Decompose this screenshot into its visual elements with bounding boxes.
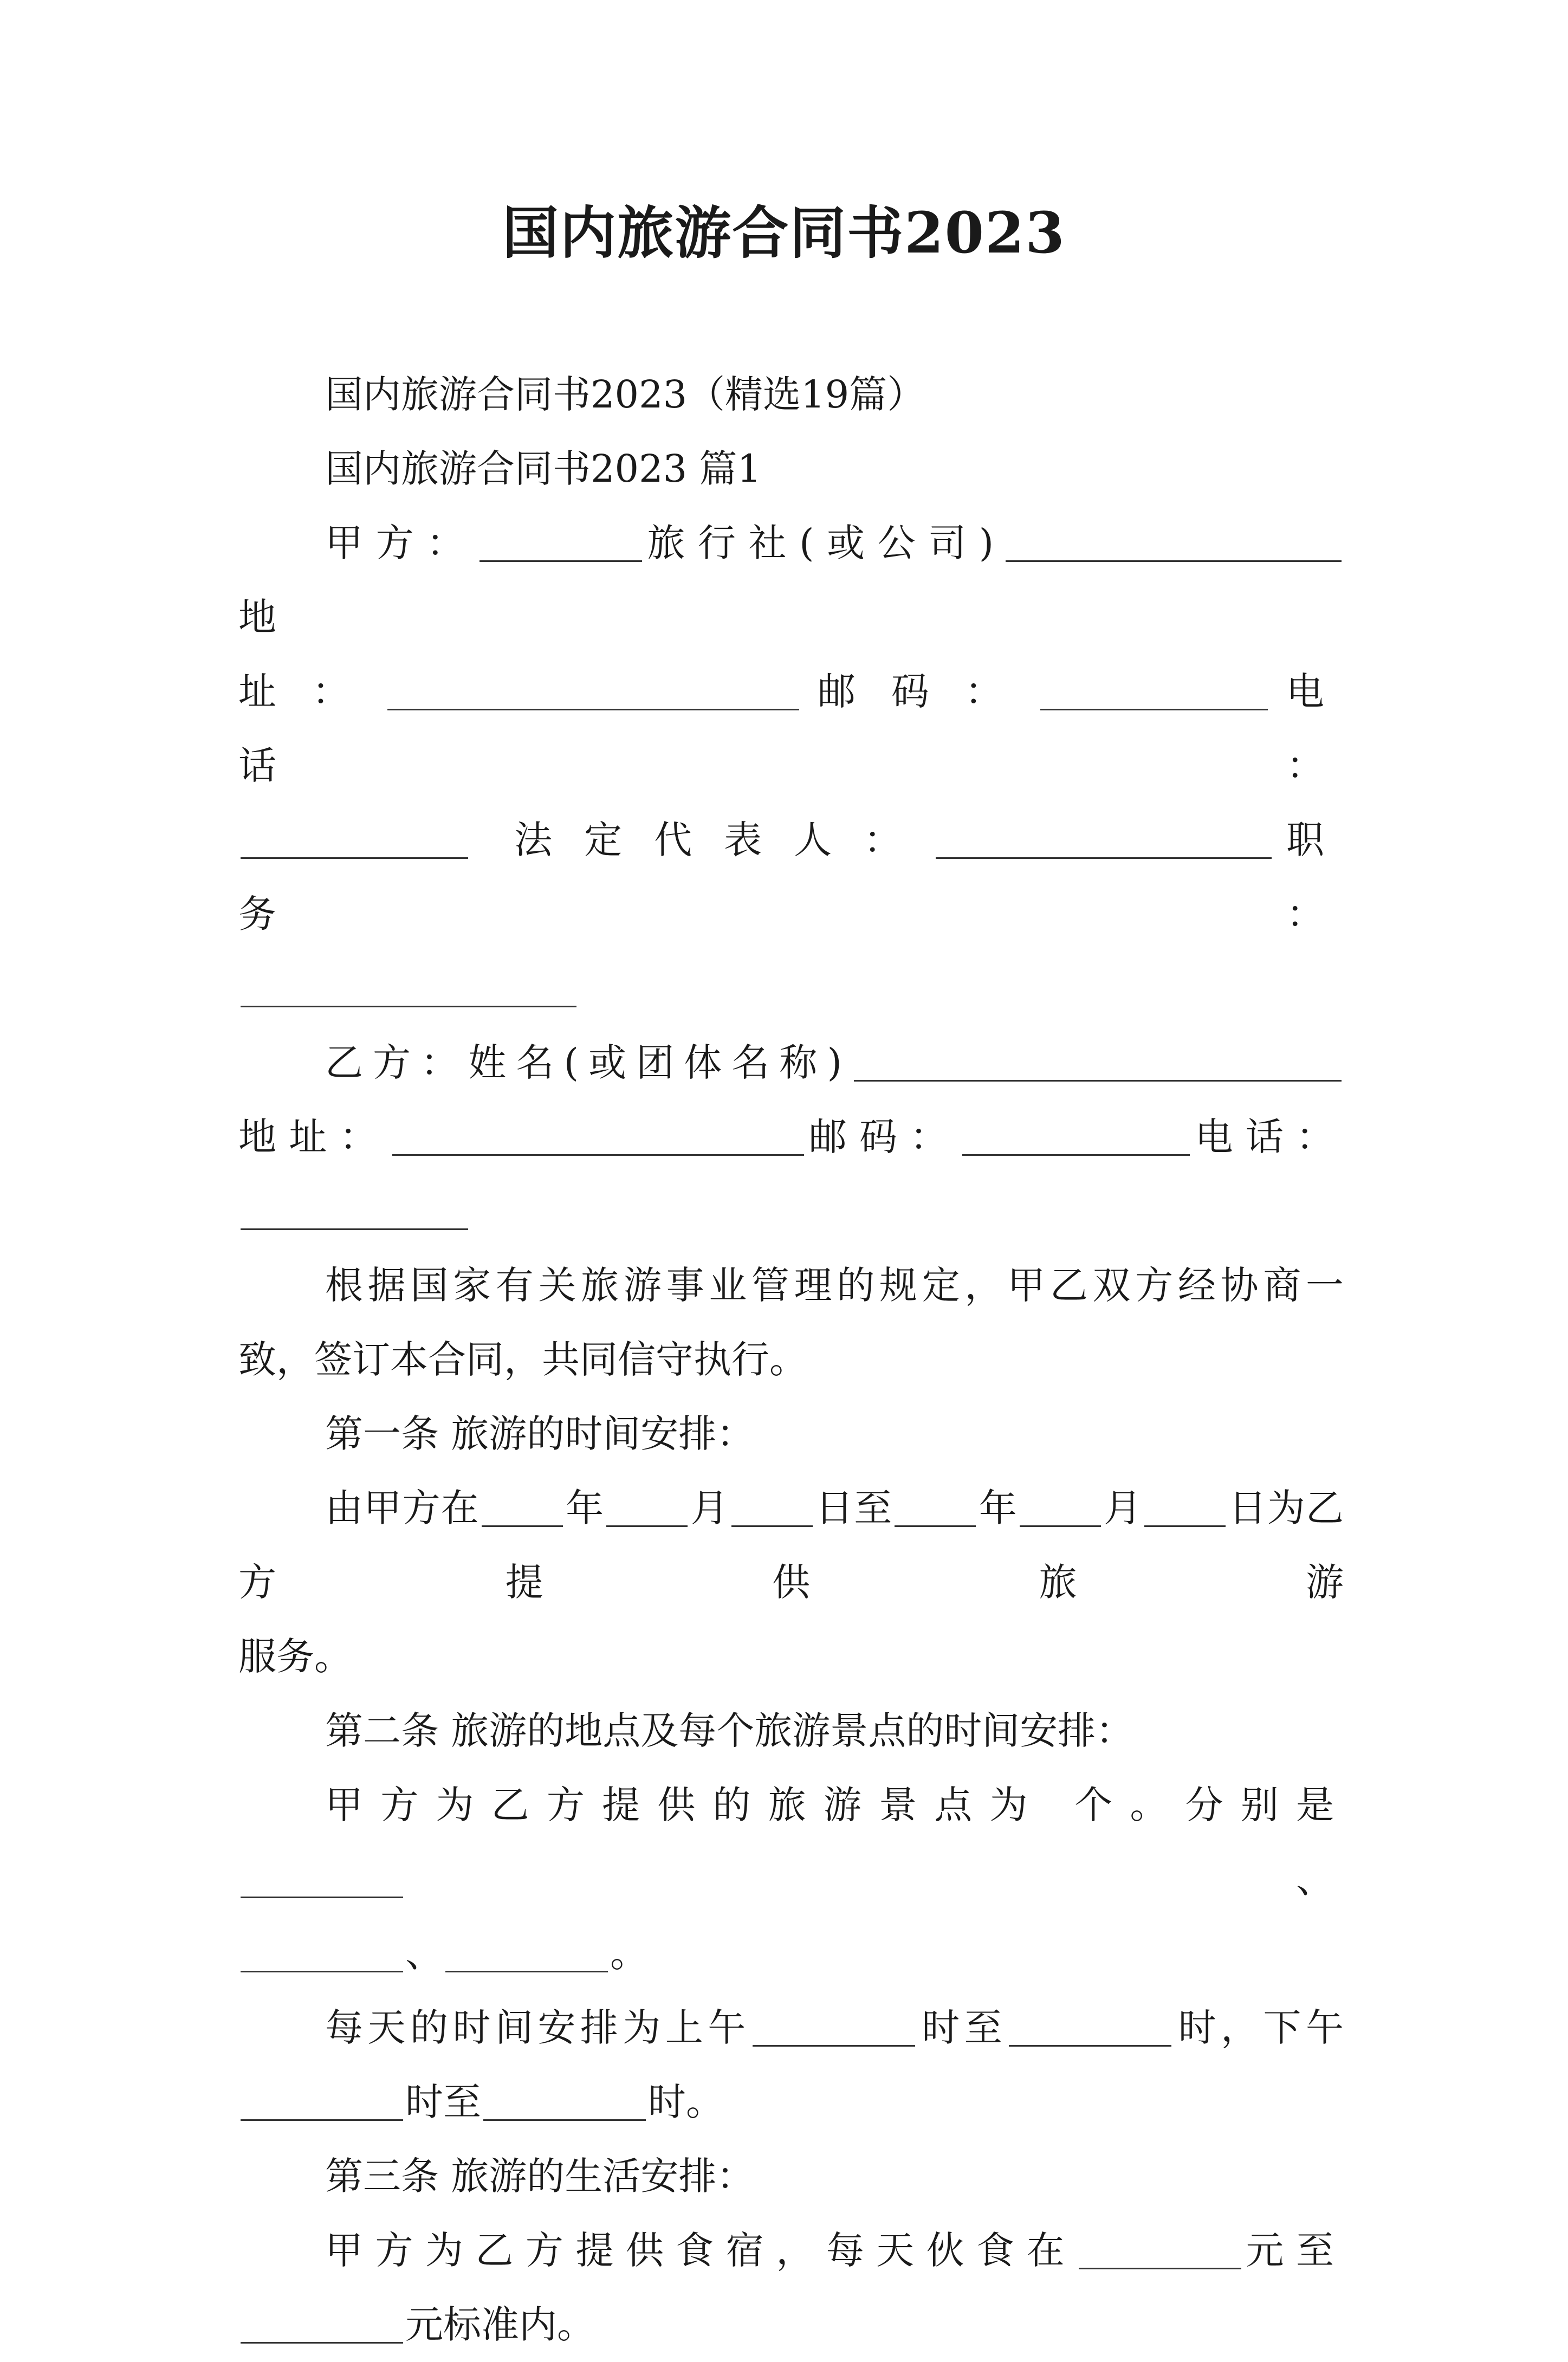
article-3-title: 第三条 旅游的生活安排： [325,2154,755,2198]
blank-field [1020,1487,1101,1527]
blank-field [1040,671,1268,710]
article-1-line-1 [238,1471,1344,1620]
page-title: 国内旅游合同书2023 [502,199,1066,266]
article-2-line-4 [238,2065,1344,2139]
blank-field [483,2081,646,2121]
blank-field [241,1933,403,1972]
article-3-line-2 [238,2288,1344,2362]
article-2-line-2 [238,1917,1344,1991]
intro-line-2: 致，签订本合同，共同信守执行。 [238,1337,807,1382]
text: 年 [978,1486,1018,1530]
party-b-line-3 [238,1174,1344,1248]
blank-field [241,2304,403,2344]
position-label: 职务： [238,818,1344,936]
document-body [238,358,1344,2362]
text: 月 [1103,1486,1143,1530]
blank-field [731,1487,813,1527]
article-2-line-3 [238,1991,1344,2065]
blank-field [241,2081,403,2121]
article-2-line-1 [238,1768,1344,1917]
text: 时至 [405,2080,481,2124]
legal-rep-label: 法定代表人： [514,818,934,862]
text: 月 [690,1486,729,1530]
blank-field [392,1116,804,1156]
text: 日至 [814,1486,893,1530]
blank-field [241,968,576,1007]
text: 甲方为乙方提供的旅游景点为 个。分别是 [325,1783,1344,1827]
address-label-part: 址： [238,669,386,714]
blank-field [1144,1487,1226,1527]
text: 、 [405,1931,443,1976]
party-b-line-1 [238,1026,1344,1100]
blank-field [480,522,642,562]
blank-field [962,1116,1190,1156]
address-label-part: 地 [238,595,286,639]
blank-field [753,2007,915,2047]
blank-field [482,1487,563,1527]
blank-field [1006,522,1342,562]
travel-agency-label: 旅行社(或公司) [644,521,1004,565]
blank-field [241,819,468,859]
text: 年 [565,1486,605,1530]
postcode-label: 邮码： [801,669,1039,714]
text: 时至 [917,2005,1007,2050]
blank-field [1079,2230,1241,2269]
text: 。 [610,1931,648,1976]
text: 、 [405,1857,1344,1901]
text: 每天的时间安排为上午 [325,2005,750,2050]
party-a-line-4 [238,952,1344,1026]
text: 甲方为乙方提供食宿，每天伙食在 [325,2228,1077,2273]
article-2-title: 第二条 旅游的地点及每个旅游景点的时间安排： [325,1709,1134,1753]
text: 元标准内。 [405,2302,595,2347]
text: 日为乙方提供旅游 [238,1486,1344,1604]
text: 元至 [1243,2228,1344,2273]
blank-field [606,1487,688,1527]
blank-field [387,671,799,710]
blank-field [854,1042,1342,1082]
text: 时。 [648,2080,724,2124]
blank-field [936,819,1272,859]
party-a-line-1 [238,506,1344,655]
collection-heading: 国内旅游合同书2023（精选19篇） [325,372,925,417]
article-heading: 国内旅游合同书2023 篇1 [325,446,761,491]
party-a-line-2 [238,655,1344,803]
text: 时，下午 [1174,2005,1344,2050]
article-3-line-1 [238,2214,1344,2288]
party-b-label: 乙方：姓名(或团体名称) [325,1040,852,1085]
phone-label: 电话： [1192,1115,1344,1159]
intro-line-1: 根据国家有关旅游事业管理的规定，甲乙双方经协商一 [325,1263,1344,1308]
blank-field [1009,2007,1171,2047]
blank-field [445,1933,608,1972]
article-1-line-2: 服务。 [238,1634,352,1679]
party-a-line-3 [238,803,1344,952]
text: 由甲方在 [325,1486,480,1530]
blank-field [241,1190,468,1230]
blank-field [241,1859,403,1898]
article-1-title: 第一条 旅游的时间安排： [325,1412,755,1456]
blank-field [895,1487,976,1527]
party-b-line-2 [238,1100,1344,1174]
address-label: 地址： [238,1115,390,1159]
party-a-label: 甲方： [325,521,477,565]
phone-label: 电话： [238,669,1344,788]
postcode-label: 邮码： [806,1115,961,1159]
